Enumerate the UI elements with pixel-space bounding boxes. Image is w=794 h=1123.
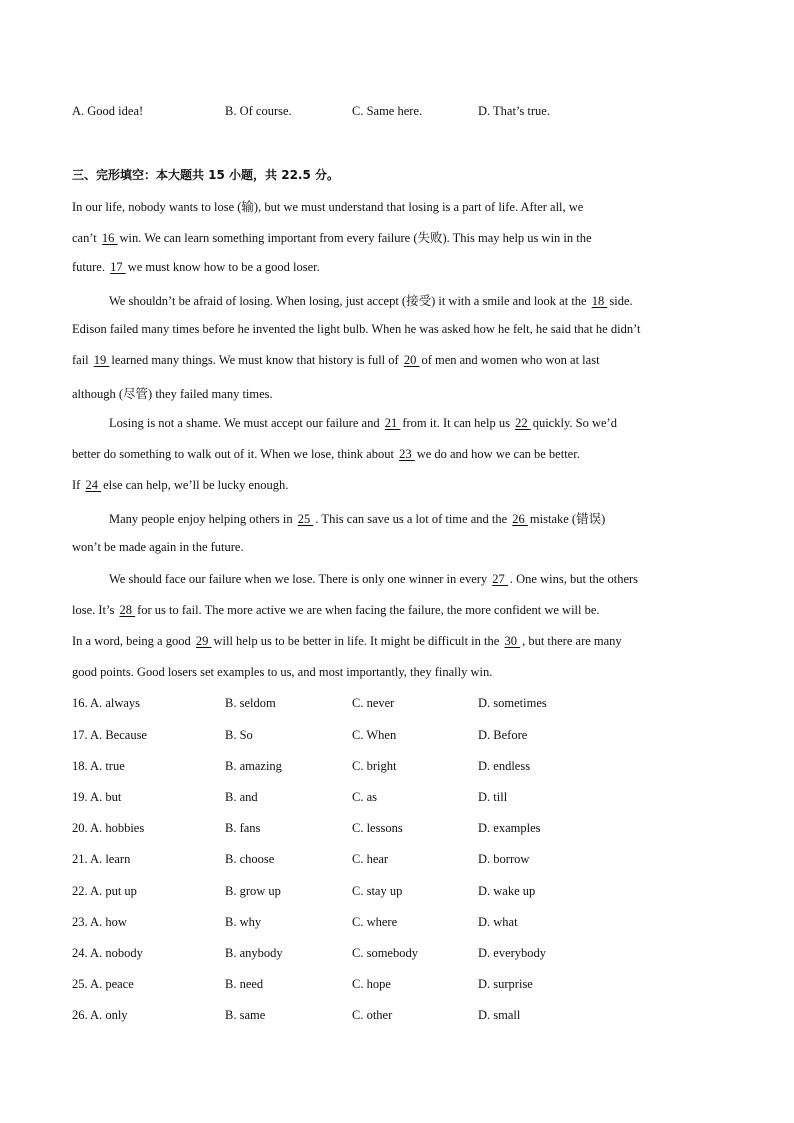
option-a: 25. A. peace (72, 977, 134, 991)
option-b: B. seldom (225, 696, 276, 710)
option-c: C. hear (352, 852, 389, 866)
passage-line: Edison failed many times before he invented the light bulb. When he was asked how he felt, he said that he didn’t (72, 322, 641, 336)
text: we must know how to be a good loser. (127, 260, 320, 274)
option-c: C. bright (352, 759, 397, 773)
passage-line (109, 509, 759, 527)
passage-line (72, 260, 722, 275)
text: win. We can learn something important from every failure (失败). This may help us win in the (119, 231, 592, 245)
option-c: C. other (352, 1008, 393, 1022)
option-c: C. somebody (352, 946, 418, 960)
option-c: C. as (352, 790, 377, 804)
blank-23: 23 (399, 447, 415, 461)
blank-21: 21 (384, 416, 401, 430)
passage-line (72, 447, 722, 462)
option-d: D. sometimes (478, 696, 547, 710)
option-a: 23. A. how (72, 915, 127, 929)
option-d: D. everybody (478, 946, 547, 960)
option-d: D. Before (478, 728, 528, 742)
passage-line: although (尽管) they failed many times. (72, 387, 273, 401)
option-c: C. lessons (352, 821, 403, 835)
blank-25: 25 (297, 512, 314, 526)
option-b: B. need (225, 977, 264, 991)
passage-line: won’t be made again in the future. (72, 540, 244, 554)
option-d: D. borrow (478, 852, 530, 866)
text: can’t (72, 231, 100, 245)
blank-30: 30 (504, 634, 521, 648)
passage-line (72, 603, 722, 618)
text: learned many things. We must know that history is full of (111, 353, 402, 367)
option-b: B. and (225, 790, 258, 804)
option-d: D. till (478, 790, 508, 804)
blank-26: 26 (512, 512, 528, 526)
text: we do and how we can be better. (416, 447, 580, 461)
passage-line (109, 416, 759, 431)
blank-29: 29 (195, 634, 212, 648)
option-c: C. When (352, 728, 397, 742)
option-c: C. stay up (352, 884, 403, 898)
text: , but there are many (522, 634, 622, 648)
blank-22: 22 (515, 416, 531, 430)
option-b: B. Of course. (225, 104, 292, 118)
option-d: D. what (478, 915, 518, 929)
text: . One wins, but the others (509, 572, 639, 586)
section-title: 三、完形填空：本大题共 15 小题，共 22.5 分。 (72, 168, 340, 182)
option-a: A. Good idea! (72, 104, 144, 118)
option-d: D. surprise (478, 977, 533, 991)
text: In a word, being a good (72, 634, 194, 648)
text: mistake (错误) (529, 512, 606, 526)
passage-line (109, 572, 759, 587)
passage-line (72, 353, 722, 368)
option-b: B. anybody (225, 946, 283, 960)
option-b: B. grow up (225, 884, 281, 898)
text: Many people enjoy helping others in (109, 512, 296, 526)
passage-line (109, 291, 759, 309)
blank-19: 19 (93, 353, 110, 367)
text: for us to fail. The more active we are when facing the failure, the more confident we will be. (137, 603, 600, 617)
option-a: 24. A. nobody (72, 946, 143, 960)
option-a: 17. A. Because (72, 728, 147, 742)
option-d: D. endless (478, 759, 531, 773)
option-a: 26. A. only (72, 1008, 128, 1022)
passage-line (72, 228, 722, 246)
text: from it. It can help us (402, 416, 514, 430)
blank-20: 20 (403, 353, 420, 367)
option-a: 16. A. always (72, 696, 141, 710)
option-c: C. Same here. (352, 104, 423, 118)
blank-16: 16 (101, 231, 118, 245)
passage-line: good points. Good losers set examples to us, and most importantly, they finally win. (72, 665, 493, 679)
option-d: D. examples (478, 821, 541, 835)
option-d: D. small (478, 1008, 521, 1022)
option-c: C. where (352, 915, 398, 929)
option-a: 18. A. true (72, 759, 125, 773)
text: else can help, we’ll be lucky enough. (103, 478, 289, 492)
text: of men and women who won at last (421, 353, 600, 367)
blank-18: 18 (591, 294, 608, 308)
option-b: B. same (225, 1008, 266, 1022)
text: fail (72, 353, 92, 367)
option-a: 21. A. learn (72, 852, 131, 866)
option-b: B. fans (225, 821, 261, 835)
passage-line (72, 478, 722, 493)
passage-line (72, 634, 722, 649)
option-c: C. never (352, 696, 395, 710)
text: better do something to walk out of it. When we lose, think about (72, 447, 398, 461)
blank-17: 17 (110, 260, 126, 274)
blank-28: 28 (119, 603, 136, 617)
text: We should face our failure when we lose. There is only one winner in every (109, 572, 491, 586)
text: We shouldn’t be afraid of losing. When losing, just accept (接受) it with a smile and look at the (109, 294, 590, 308)
option-a: 20. A. hobbies (72, 821, 145, 835)
text: If (72, 478, 84, 492)
option-c: C. hope (352, 977, 391, 991)
text: will help us to be better in life. It might be difficult in the (213, 634, 503, 648)
option-b: B. why (225, 915, 262, 929)
option-a: 19. A. but (72, 790, 122, 804)
passage-line: In our life, nobody wants to lose (输), but we must understand that losing is a part of life. After all, we (72, 200, 584, 214)
text: quickly. So we’d (532, 416, 617, 430)
option-b: B. amazing (225, 759, 282, 773)
text: . This can save us a lot of time and the (315, 512, 511, 526)
option-a: 22. A. put up (72, 884, 137, 898)
option-d: D. wake up (478, 884, 536, 898)
blank-27: 27 (492, 572, 508, 586)
text: side. (609, 294, 633, 308)
text: future. (72, 260, 109, 274)
option-b: B. So (225, 728, 253, 742)
option-b: B. choose (225, 852, 275, 866)
text: lose. It’s (72, 603, 118, 617)
blank-24: 24 (85, 478, 102, 492)
option-d: D. That’s true. (478, 104, 550, 118)
text: Losing is not a shame. We must accept our failure and (109, 416, 383, 430)
